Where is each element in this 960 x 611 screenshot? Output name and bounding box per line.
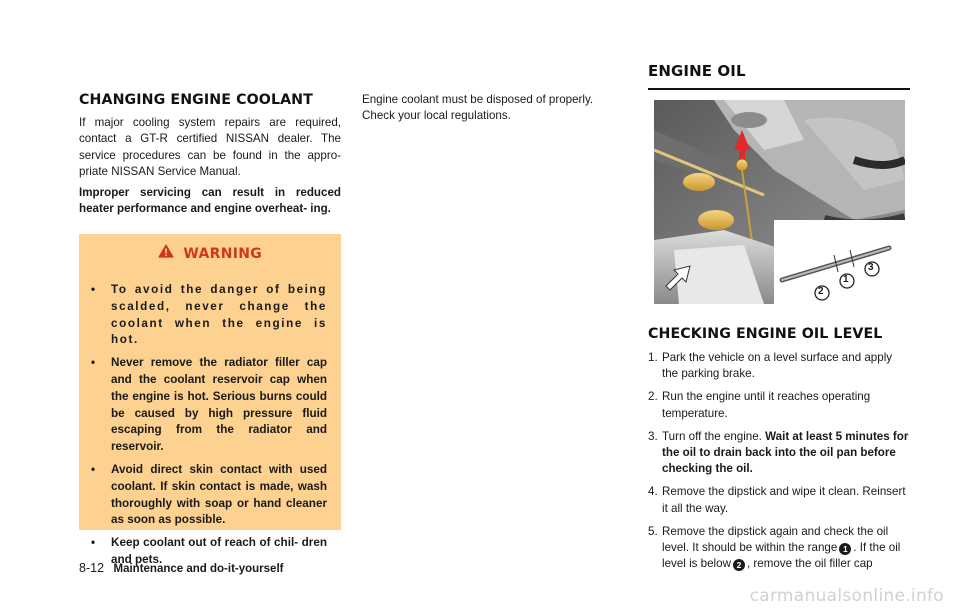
paragraph-disposal: Engine coolant must be disposed of properly. Check your local regulations. bbox=[362, 93, 594, 123]
callout-1: 1 bbox=[843, 274, 849, 285]
range-callout-1: 1 bbox=[839, 543, 851, 555]
section-heading-changing-coolant: CHANGING ENGINE COOLANT bbox=[79, 92, 313, 108]
step-item: 5. Remove the dipstick again and check the oil level. It should be within the range 1 . If the oil level is below 2 , remove the oil filler cap bbox=[648, 524, 901, 571]
warning-title: WARNING bbox=[183, 245, 263, 262]
steps-list bbox=[648, 350, 910, 572]
warning-item: • Never remove the radiator filler cap and the coolant reservoir cap when the engine is hot. Serious burns could be caused by high pressure fluid escaping from the radiator and reservoir. bbox=[91, 356, 327, 454]
middle-column bbox=[362, 92, 628, 125]
step-item: 4. Remove the dipstick and wipe it clean. Reinsert it all the way. bbox=[648, 485, 906, 515]
warning-item: • To avoid the danger of being scalded, never change the coolant when the engine is hot. bbox=[91, 283, 327, 347]
range-callout-2: 2 bbox=[733, 559, 745, 571]
engine-oil-photo bbox=[654, 100, 905, 304]
step-item: 2. Run the engine until it reaches operating temperature. bbox=[648, 390, 871, 420]
warning-item: • Keep coolant out of reach of chil- dren and pets. bbox=[91, 536, 327, 566]
right-column bbox=[648, 62, 910, 80]
step-item: 3. Turn off the engine. Wait at least 5 minutes for the oil to drain back into the oil pan before checking the oil. bbox=[648, 429, 909, 476]
warning-list bbox=[91, 282, 327, 575]
section-heading-engine-oil: ENGINE OIL bbox=[648, 62, 746, 80]
paragraph-improper-servicing: Improper servicing can result in reduced heater performance and engine overheat- ing. bbox=[79, 186, 341, 216]
page-number: 8-12 bbox=[79, 561, 105, 575]
step-item: 1. Park the vehicle on a level surface and apply the parking brake. bbox=[648, 351, 893, 381]
checking-oil-section bbox=[648, 326, 910, 579]
warning-box bbox=[79, 234, 341, 566]
heading-rule bbox=[648, 88, 910, 90]
left-column bbox=[79, 92, 341, 218]
chapter-title: Maintenance and do-it-yourself bbox=[113, 563, 284, 575]
warning-header bbox=[79, 244, 341, 264]
warning-triangle-icon bbox=[158, 244, 174, 263]
callout-2: 2 bbox=[818, 286, 824, 297]
watermark-text: carmanualsonline.info bbox=[749, 586, 944, 606]
section-heading-checking-oil: CHECKING ENGINE OIL LEVEL bbox=[648, 326, 883, 342]
warning-item: • Avoid direct skin contact with used coolant. If skin contact is made, wash thoroughly with soap or hand cleaner as soon as possible. bbox=[91, 462, 327, 527]
callout-3: 3 bbox=[868, 262, 874, 273]
page-footer bbox=[79, 561, 283, 575]
paragraph-repairs: If major cooling system repairs are required, contact a GT-R certified NISSAN dealer. The service procedures can be found in the appro- priate NISSAN Service Manual. bbox=[79, 116, 341, 178]
